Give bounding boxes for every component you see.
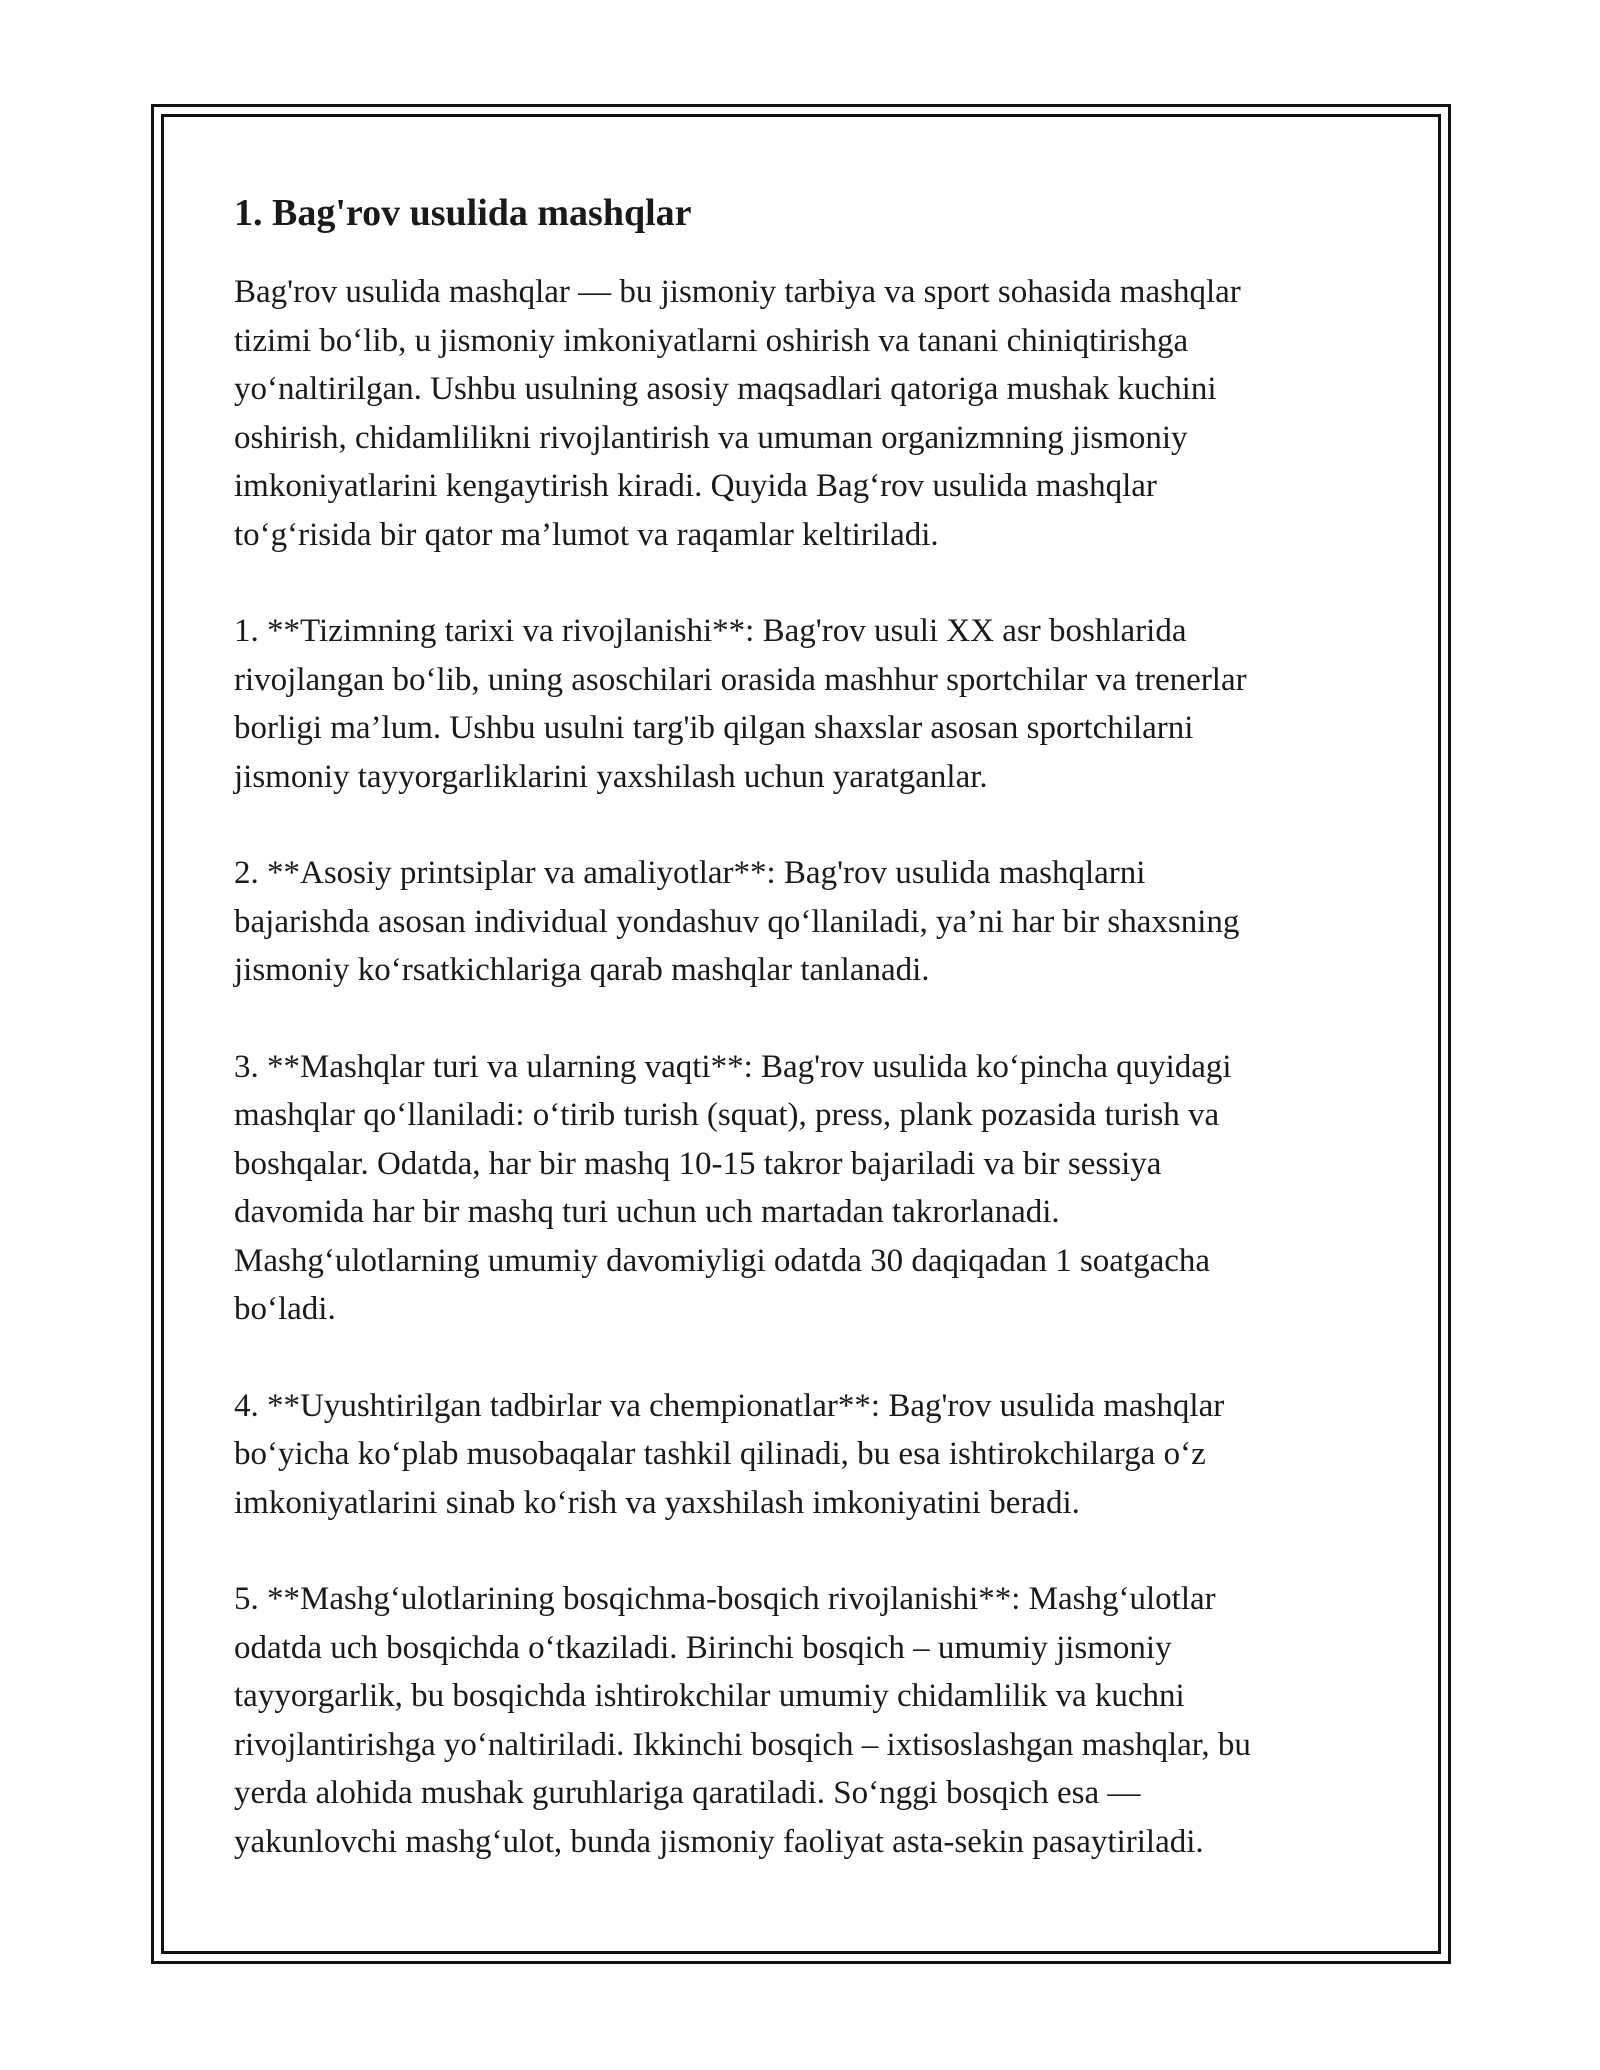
paragraph-events: 4. **Uyushtirilgan tadbirlar va chempionatlar**: Bag'rov usulida mashqlar bo‘yicha ko‘plab musobaqalar tashkil qilinadi, bu esa ishtirokchilarga o‘z imkoniyatlarini sinab ko‘rish va yaxshilash imkoniyatini beradi. — [234, 1387, 1225, 1521]
intro-paragraph: Bag'rov usulida mashqlar — bu jismoniy tarbiya va sport sohasida mashqlar tizimi bo‘lib, u jismoniy imkoniyatlarni oshirish va tanani chiniqtirishga yo‘naltirilgan. Ushbu usulning asosiy maqsadlari qatoriga mushak kuchini oshirish, chidamlilikni rivojlantirish va umuman organizmning jismoniy imkoniyatlarini kengaytirish kiradi. Quyida Bag‘rov usulida mashqlar to‘g‘risida bir qator ma’lumot va raqamlar keltiriladi. — [234, 274, 1241, 553]
paragraph-principles: 2. **Asosiy printsiplar va amaliyotlar**: Bag'rov usulida mashqlarni bajarishda asosan individual yondashuv qo‘llaniladi, ya’ni har bir shaxsning jismoniy ko‘rsatkichlariga qarab mashqlar tanlanadi. — [234, 855, 1240, 988]
paragraph-exercise-types: 3. **Mashqlar turi va ularning vaqti**: Bag'rov usulida ko‘pincha quyidagi mashqlar qo‘llaniladi: o‘tirib turish (squat), press, plank pozasida turish va boshqalar. Odatda, har bir mashq 10-15 takror bajariladi va bir sessiya davomida har bir mashq turi uchun uch martadan takrorlanadi. Mashg‘ulotlarning umumiy davomiyligi odatda 30 daqiqadan 1 soatgacha bo‘ladi. — [234, 1048, 1232, 1327]
document-body — [234, 188, 1374, 1914]
paragraph-stages: 5. **Mashg‘ulotlarining bosqichma-bosqich rivojlanishi**: Mashg‘ulotlar odatda uch bosqichda o‘tkaziladi. Birinchi bosqich – umumiy jismoniy tayyorgarlik, bu bosqichda ishtirokchilar umumiy chidamlilik va kuchni rivojlantirishga yo‘naltiriladi. Ikkinchi bosqich – ixtisoslashgan mashqlar, bu yerda alohida mushak guruhlariga qaratiladi. So‘nggi bosqich esa — yakunlovchi mashg‘ulot, bunda jismoniy faoliyat asta-sekin pasaytiriladi. — [234, 1581, 1251, 1860]
document-title: 1. Bag'rov usulida mashqlar — [234, 192, 692, 234]
paragraph-history: 1. **Tizimning tarixi va rivojlanishi**: Bag'rov usuli XX asr boshlarida rivojlangan bo‘lib, uning asoschilari orasida mashhur sportchilar va trenerlar borligi ma’lum. Ushbu usulni targ'ib qilgan shaxslar asosan sportchilarni jismoniy tayyorgarliklarini yaxshilash uchun yaratganlar. — [234, 613, 1247, 795]
